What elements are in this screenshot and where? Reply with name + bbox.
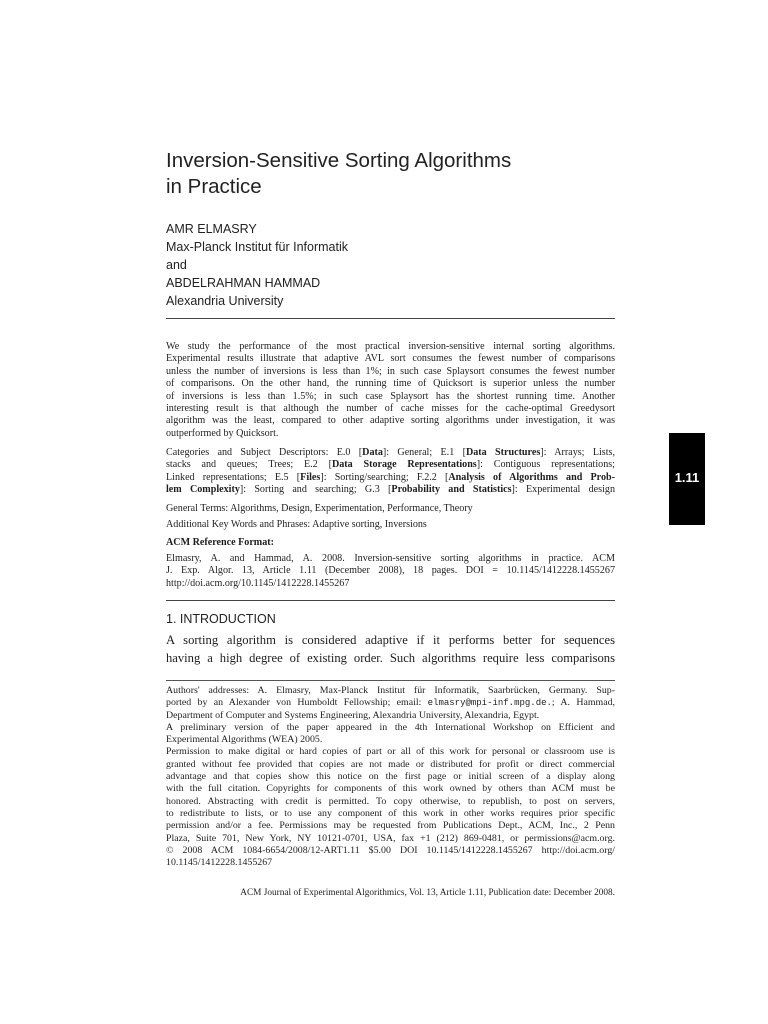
author-conjunction: and [166,258,187,272]
reference-line: J. Exp. Algor. 13, Article 1.11 (December 2008), 18 pages. DOI = 10.1145/1412228.1455267 [166,565,615,577]
introduction-text [166,631,615,667]
abstract-line: unless the number of inversions is less than 1%; in such case Splaysort consumes the fewest number [166,365,615,377]
author-name: ABDELRAHMAN HAMMAD [166,276,321,290]
section-heading: 1. INTRODUCTION [166,612,276,626]
reference-format-heading: ACM Reference Format: [166,537,274,548]
title-line-2: in Practice [166,175,262,198]
abstract-line: outperformed by Quicksort. [166,427,279,439]
footnote-line: honored. Abstracting with credit is permitted. To copy otherwise, to republish, to post on servers, [166,795,615,807]
author-block [166,220,626,310]
email-address: elmasry@mpi-inf.mpg.de. [427,698,552,709]
reference-line: http://doi.acm.org/10.1145/1412228.1455267 [166,577,350,589]
descriptor-line: lem Complexity]: Sorting and searching; G.3 [Probability and Statistics]: Experimental design [166,484,615,496]
title-line-1: Inversion-Sensitive Sorting Algorithms [166,149,512,172]
footnote-line: 10.1145/1412228.1455267 [166,857,273,869]
abstract [166,341,615,440]
footnote-line: Plaza, Suite 701, New York, NY 10121-0701, USA, fax +1 (212) 869-0481, or permissions@acm.org. [166,832,615,844]
running-footer: ACM Journal of Experimental Algorithmics, Vol. 13, Article 1.11, Publication date: December 2008. [240,888,615,898]
footnote-line: A preliminary version of the paper appeared in the 4th International Workshop on Efficient and [166,721,615,733]
keywords: Additional Key Words and Phrases: Adaptive sorting, Inversions [166,519,427,530]
abstract-line: of comparisons. On the other hand, the running time of Quicksort is superior unless the number [166,378,615,390]
footnote-line: to redistribute to lists, or to use any component of this work in other works requires prior specific [166,807,615,819]
descriptor-line: Categories and Subject Descriptors: E.0 [Data]: General; E.1 [Data Structures]: Arrays; Lists, [166,447,615,458]
abstract-line: of inversions is less than 1.5%; in such case Splaysort has the shortest running time. Another [166,390,615,402]
author-name: AMR ELMASRY [166,222,257,236]
footnote-line: © 2008 ACM 1084-6654/2008/12-ART1.11 $5.00 DOI 10.1145/1412228.1455267 http://doi.acm.org/ [166,844,615,856]
abstract-divider [166,600,615,601]
subject-descriptors [166,447,615,497]
body-line: A sorting algorithm is considered adaptive if it performs better for sequences [166,633,615,647]
reference-format [166,553,615,590]
footnote-line: Experimental Algorithms (WEA) 2005. [166,734,323,746]
abstract-line: interesting result is that although the number of cache misses for the cache-optimal Greedysort [166,403,615,415]
footnote-divider [166,680,615,681]
general-terms: General Terms: Algorithms, Design, Experimentation, Performance, Theory [166,503,473,514]
author-affiliation: Alexandria University [166,294,284,308]
body-line: having a high degree of existing order. Such algorithms require less comparisons [166,651,615,665]
descriptor-line: Linked representations; E.5 [Files]: Sorting/searching; F.2.2 [Analysis of Algorithms and Prob- [166,471,615,483]
footnote-line: granted without fee provided that copies are not made or distributed for profit or direct commercial [166,758,615,770]
article-number: 1.11 [674,470,700,485]
abstract-line: We study the performance of the most practical inversion-sensitive internal sorting algorithms. [166,341,615,352]
footnote-line: Department of Computer and Systems Engineering, Alexandria University, Alexandria, Egypt. [166,709,540,721]
footnote-line: Permission to make digital or hard copies of part or all of this work for personal or classroom use is [166,746,615,758]
abstract-line: algorithm was the least, compared to other adaptive sorting algorithms under investigation, it was [166,415,615,427]
footnote [166,685,615,869]
descriptor-line: stacks and queues; Trees; E.2 [Data Storage Representations]: Contiguous representations; [166,459,615,471]
reference-line: Elmasry, A. and Hammad, A. 2008. Inversion-sensitive sorting algorithms in practice. ACM [166,553,615,564]
article-number-tab [669,433,705,525]
paper-title [166,148,626,200]
author-affiliation: Max-Planck Institut für Informatik [166,240,349,254]
footnote-line: ported by an Alexander von Humboldt Fellowship; email: elmasry@mpi-inf.mpg.de.; A. Hammad, [166,697,615,709]
abstract-line: Experimental results illustrate that adaptive AVL sort consumes the fewest number of comparisons [166,353,615,365]
footnote-line: advantage and that copies show this notice on the first page or initial screen of a display along [166,771,615,783]
footnote-line: Authors' addresses: A. Elmasry, Max-Planck Institut für Informatik, Saarbrücken, Germany. Sup- [166,685,615,696]
header-divider [166,318,615,319]
footnote-line: with the full citation. Copyrights for components of this work owned by others than ACM must be [166,783,615,795]
footnote-line: permission and/or a fee. Permissions may be requested from Publications Dept., ACM, Inc., 2 Penn [166,820,615,832]
